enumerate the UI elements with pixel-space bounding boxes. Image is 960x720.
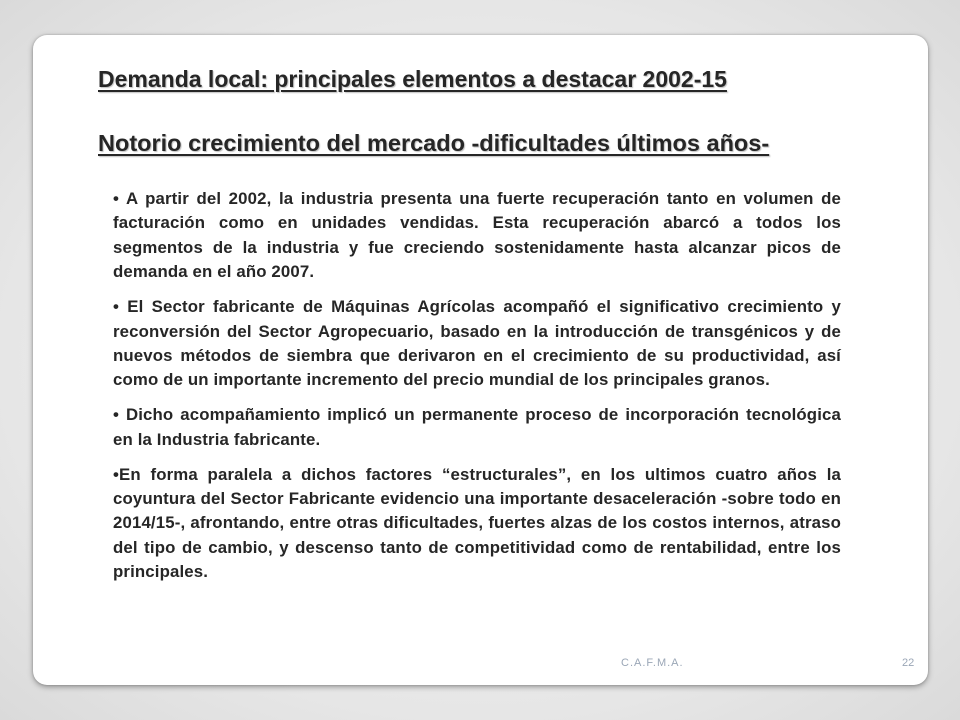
bullet-text: A partir del 2002, la industria presenta una fuerte recuperación tanto en volumen de facturación como en unidades vendidas. Esta recuperación abarcó a todos los segmentos de la industria y fue creciendo sostenidamente hasta alcanzar picos de demanda en el año 2007. <box>113 189 841 282</box>
bullet-text: El Sector fabricante de Máquinas Agrícolas acompañó el significativo crecimiento y reconversión del Sector Agropecuario, basado en la introducción de transgénicos y de nuevos métodos de siembra que derivaron en el crecimiento de su productividad, así como de un importante incremento del precio mundial de los principales granos. <box>113 297 841 390</box>
slide-title: Demanda local: principales elementos a destacar 2002-15 <box>98 66 727 92</box>
slide-subtitle: Notorio crecimiento del mercado -dificultades últimos años- <box>98 130 770 156</box>
bullet-marker: • <box>113 464 120 484</box>
bullet-marker: • <box>113 189 120 208</box>
bullet-item <box>113 295 841 393</box>
bullet-marker: • <box>113 405 120 425</box>
bullet-text: Dicho acompañamiento implicó un permanente proceso de incorporación tecnológica en la Industria fabricante. <box>113 405 841 449</box>
page-number: 22 <box>902 657 915 669</box>
bullet-list <box>113 187 841 595</box>
footer-org: C.A.F.M.A. <box>621 657 684 669</box>
bullet-item <box>113 403 841 452</box>
bullet-marker: • <box>113 297 120 317</box>
bullet-text: En forma paralela a dichos factores “estructurales”, en los ultimos cuatro años la coyuntura del Sector Fabricante evidencio una importante desaceleración -sobre todo en 2014/15-, afrontando, entre otras dificultades, fuertes alzas de los costos internos, atraso del tipo de cambio, y descenso tanto de competitividad como de rentabilidad, entre los principales. <box>113 464 841 582</box>
bullet-item <box>113 463 841 585</box>
bullet-item <box>113 187 841 285</box>
